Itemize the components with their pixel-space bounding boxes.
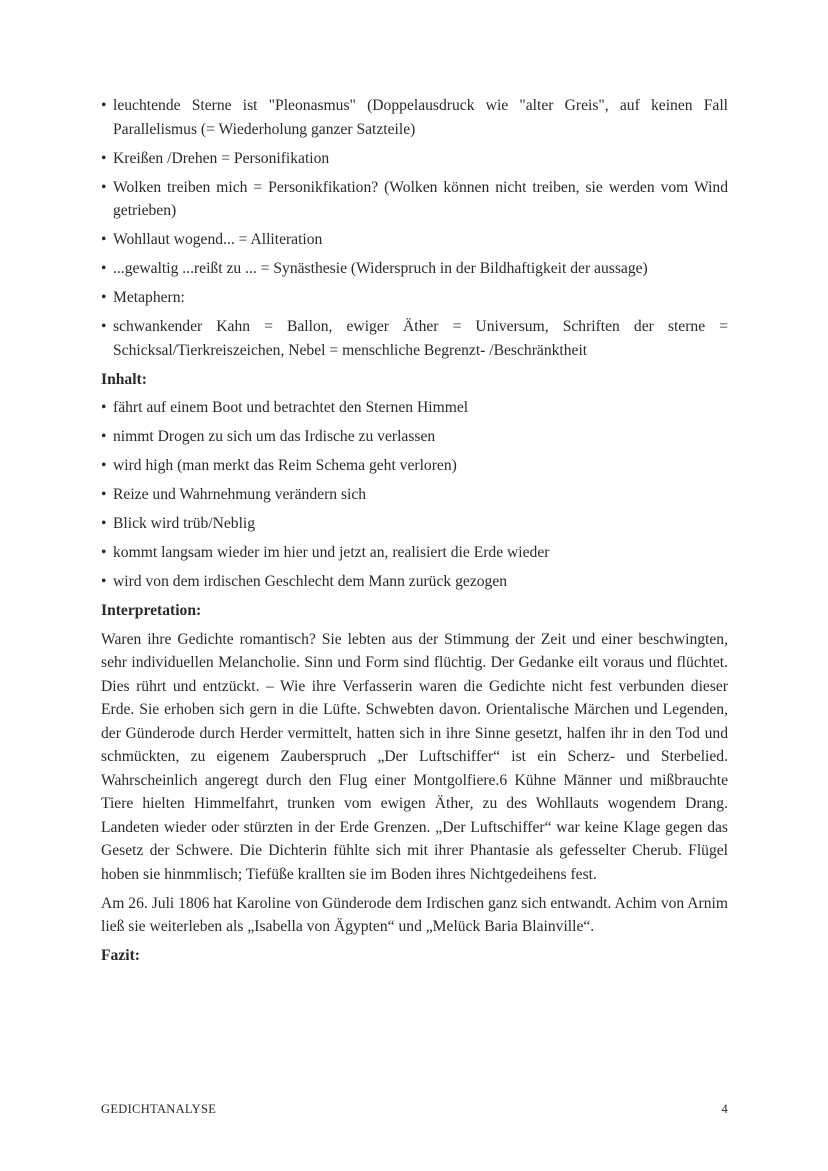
list-item: • schwankender Kahn = Ballon, ewiger Äther = Universum, Schriften der sterne = Schicksal/Tierkreiszeichen, Nebel = menschliche Begrenzt- /Beschränktheit <box>101 315 728 362</box>
list-item: • ...gewaltig ...reißt zu ... = Synästhesie (Widerspruch in der Bildhaftigkeit der aussage) <box>101 257 728 281</box>
list-item: • Metaphern: <box>101 286 728 310</box>
document-page <box>101 94 728 973</box>
list-item: • wird von dem irdischen Geschlecht dem Mann zurück gezogen <box>101 570 728 594</box>
list-item: • Wohllaut wogend... = Alliteration <box>101 228 728 252</box>
list-item: • nimmt Drogen zu sich um das Irdische zu verlassen <box>101 425 728 449</box>
list-item: • Reize und Wahrnehmung verändern sich <box>101 483 728 507</box>
list-item: • Blick wird trüb/Neblig <box>101 512 728 536</box>
inhalt-list <box>101 396 728 594</box>
interpretation-paragraph: Am 26. Juli 1806 hat Karoline von Günderode dem Irdischen ganz sich entwandt. Achim von Arnim ließ sie weiterleben als „Isabella von Ägypten“ und „Melück Baria Blainville“. <box>101 894 728 935</box>
interpretation-paragraph: Waren ihre Gedichte romantisch? Sie lebten aus der Stimmung der Zeit und einer beschwingten, sehr individuellen Melancholie. Sinn und Form sind flüchtig. Der Gedanke eilt voraus und flüchtet. Dies rührt und entzückt. – Wie ihre Verfasserin waren die Gedichte nicht fest verbunden dieser Erde. Sie erhoben sich gern in die Lüfte. Schwebten davon. Orientalische Märchen und Legenden, der Günderode durch Herder vermittelt, hatten sich in ihre Sinne gesetzt, halfen ihr in den Tod und schmückten, zu eigenem Zauberspruch „Der Luftschiffer“ ist ein Scherz- und Sterbelied. Wahrscheinlich angeregt durch den Flug einer Montgolfiere.6 Kühne Männer und mißbrauchte Tiere hielten Himmelfahrt, trunken vom ewigen Äther, zu des Wohllauts wogendem Drang. Landeten wieder oder stürzten in der Erde Grenzen. „Der Luftschiffer“ war keine Klage gegen das Gesetz der Schwere. Die Dichterin fühlte sich mit ihrer Phantasie als gefesselter Cherub. Flügel hoben sie hinmmlisch; Tiefüße krallten sie im Boden ihres Nichtgedeihens fest. <box>101 630 728 883</box>
list-item: • leuchtende Sterne ist "Pleonasmus" (Doppelausdruck wie "alter Greis", auf keinen Fall Parallelismus (= Wiederholung ganzer Satzteile) <box>101 94 728 141</box>
fazit-heading: Fazit: <box>101 947 140 964</box>
stilmittel-list <box>101 94 728 362</box>
list-item: • wird high (man merkt das Reim Schema geht verloren) <box>101 454 728 478</box>
footer-title: GEDICHTANALYSE <box>101 1102 217 1116</box>
inhalt-heading: Inhalt: <box>101 370 147 388</box>
list-item: • fährt auf einem Boot und betrachtet den Sternen Himmel <box>101 396 728 420</box>
page-number: 4 <box>721 1102 728 1116</box>
list-item: • Wolken treiben mich = Personikfikation? (Wolken können nicht treiben, sie werden vom Wind getrieben) <box>101 176 728 223</box>
list-item: • Kreißen /Drehen = Personifikation <box>101 147 728 171</box>
interpretation-heading: Interpretation: <box>101 602 202 619</box>
page-footer <box>101 1102 728 1117</box>
list-item: • kommt langsam wieder im hier und jetzt an, realisiert die Erde wieder <box>101 541 728 565</box>
